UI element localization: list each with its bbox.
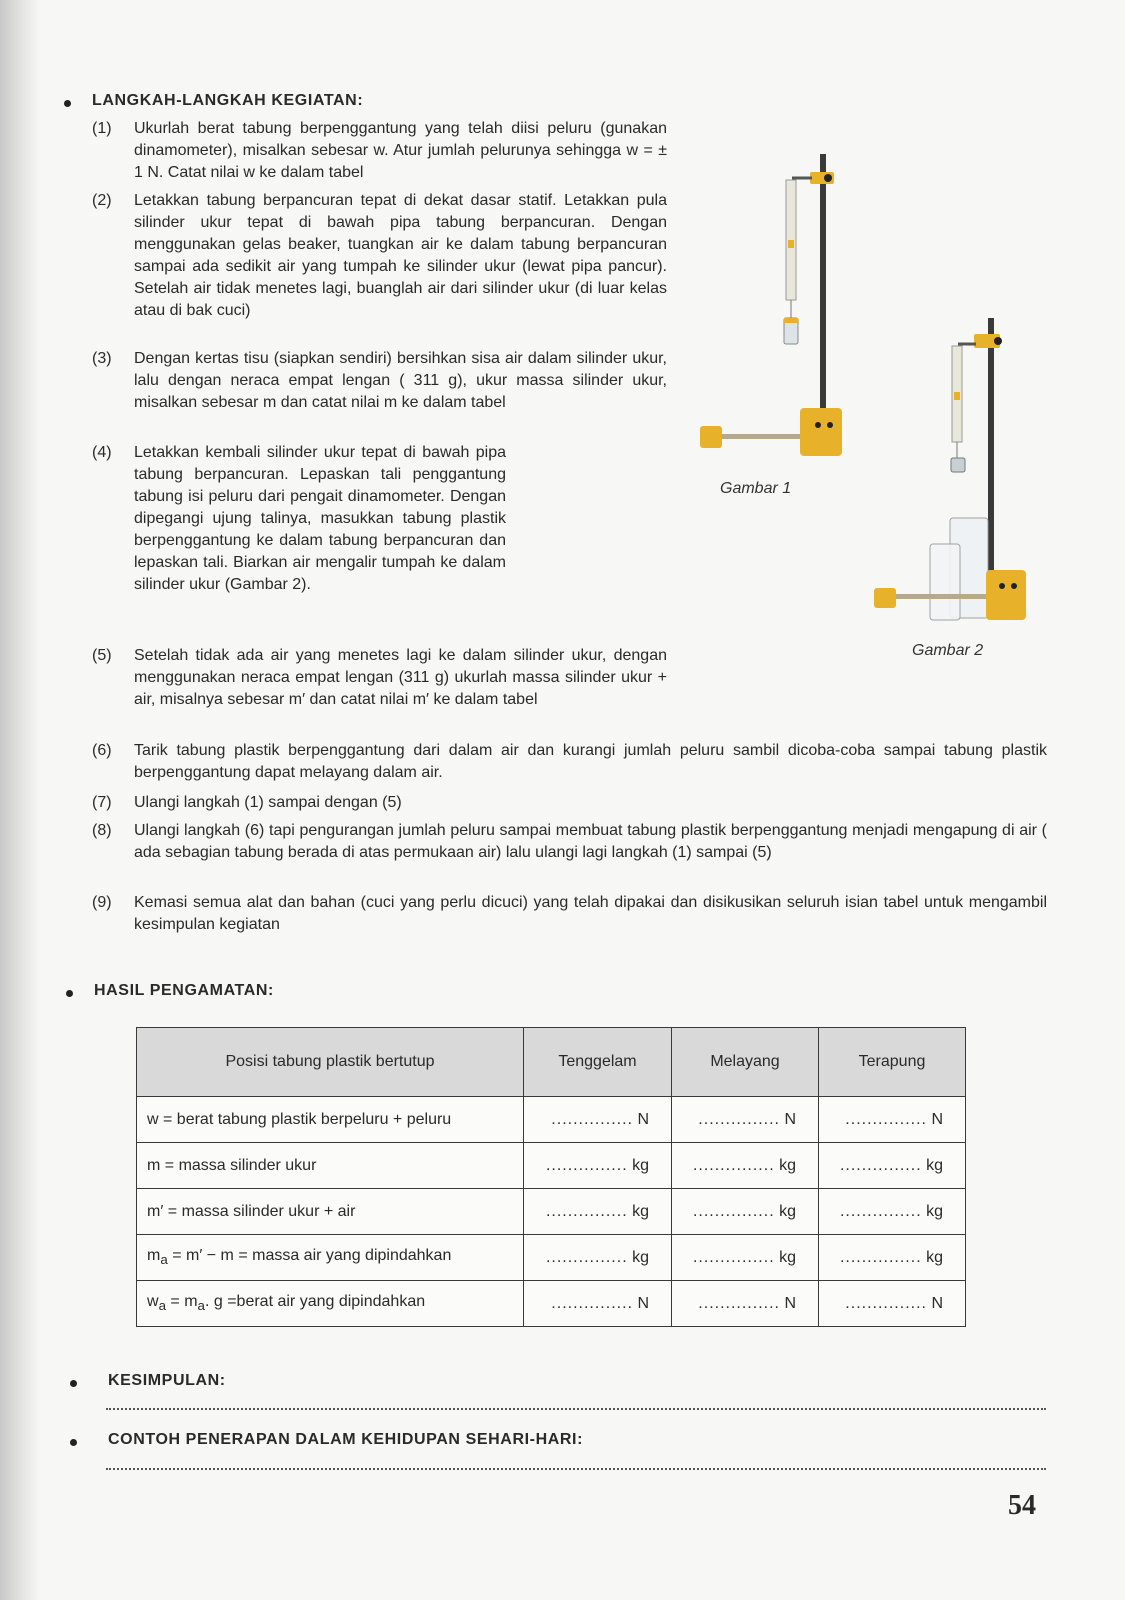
tenggelam-cell[interactable]: ............... N xyxy=(524,1281,672,1327)
melayang-cell[interactable]: ............... kg xyxy=(672,1235,819,1281)
page-number: 54 xyxy=(1008,1490,1036,1521)
row-label: $w_a = m_a$. g =berat air yang dipindahkan xyxy=(137,1281,524,1327)
step-text: Letakkan tabung berpancuran tepat di dekat dasar statif. Letakkan pula silinder ukur tepat di bawah pipa tabung berpancuran. Dengan menggunakan gelas beaker, tuangkan air ke dalam tabung berpancuran sampai ada sedikit air yang tumpah ke silinder ukur (lewat pipa pancur). Setelah air tidak menetes lagi, buanglah air dari silinder ukur (di luar kelas atau di bak cuci) xyxy=(134,192,667,319)
step-1 xyxy=(92,118,667,184)
step-number: (3) xyxy=(92,350,112,367)
melayang-cell[interactable]: ............... kg xyxy=(672,1143,819,1189)
row-label: w = berat tabung plastik berpeluru + peluru xyxy=(137,1097,524,1143)
table-header: Tenggelam xyxy=(524,1028,672,1097)
step-7 xyxy=(92,792,1047,814)
figure-2-caption: Gambar 2 xyxy=(912,642,984,659)
table-header: Melayang xyxy=(672,1028,819,1097)
bullet xyxy=(66,990,73,997)
step-number: (7) xyxy=(92,794,112,811)
melayang-cell[interactable]: ............... N xyxy=(672,1097,819,1143)
step-number: (6) xyxy=(92,742,112,759)
bullet xyxy=(64,100,71,107)
step-8 xyxy=(92,820,1047,886)
tenggelam-cell[interactable]: ............... kg xyxy=(524,1143,672,1189)
terapung-cell[interactable]: ............... N xyxy=(819,1281,966,1327)
table-row xyxy=(137,1097,966,1143)
table-header: Posisi tabung plastik bertutup xyxy=(137,1028,524,1097)
bullet xyxy=(70,1380,77,1387)
table-row xyxy=(137,1235,966,1281)
step-text: Kemasi semua alat dan bahan (cuci yang perlu dicuci) yang telah dipakai dan disikusikan seluruh isian tabel untuk mengambil kesimpulan kegiatan xyxy=(134,894,1047,933)
table-row xyxy=(137,1189,966,1235)
table-row xyxy=(137,1281,966,1327)
table-header: Terapung xyxy=(819,1028,966,1097)
step-3 xyxy=(92,348,667,436)
step-text: Ulangi langkah (6) tapi pengurangan jumlah peluru sampai membuat tabung plastik berpenggantung menjadi mengapung di air ( ada sebagian tabung berada di atas permukaan air) lalu ulangi lagi langkah (1) sampai (5) xyxy=(134,822,1047,861)
melayang-cell[interactable]: ............... N xyxy=(672,1281,819,1327)
terapung-cell[interactable]: ............... N xyxy=(819,1097,966,1143)
step-number: (1) xyxy=(92,120,112,137)
step-text: Setelah tidak ada air yang menetes lagi ke dalam silinder ukur, dengan menggunakan neraca empat lengan (311 g) ukurlah massa silinder ukur + air, misalnya sebesar m′ dan catat nilai m′ ke dalam tabel xyxy=(134,647,667,708)
step-text: Dengan kertas tisu (siapkan sendiri) bersihkan sisa air dalam silinder ukur, lalu dengan neraca empat lengan ( 311 g), ukur massa silinder ukur, misalkan sebesar m dan catat nilai m ke dalam tabel xyxy=(134,350,667,411)
terapung-cell[interactable]: ............... kg xyxy=(819,1189,966,1235)
tenggelam-cell[interactable]: ............... N xyxy=(524,1097,672,1143)
page-gutter-shadow xyxy=(0,0,40,1600)
conclusion-answer-line[interactable] xyxy=(106,1408,1046,1410)
step-number: (4) xyxy=(92,444,112,461)
results-heading: HASIL PENGAMATAN: xyxy=(94,982,274,999)
conclusion-heading: KESIMPULAN: xyxy=(108,1372,226,1389)
tenggelam-cell[interactable]: ............... kg xyxy=(524,1189,672,1235)
observation-table xyxy=(136,1027,966,1327)
figure-1-illustration xyxy=(700,150,870,480)
table-row xyxy=(137,1143,966,1189)
melayang-cell[interactable]: ............... kg xyxy=(672,1189,819,1235)
table-header-row xyxy=(137,1028,966,1097)
step-2 xyxy=(92,190,667,344)
row-label: m = massa silinder ukur xyxy=(137,1143,524,1189)
terapung-cell[interactable]: ............... kg xyxy=(819,1235,966,1281)
step-text: Ulangi langkah (1) sampai dengan (5) xyxy=(134,794,402,811)
steps-heading: LANGKAH-LANGKAH KEGIATAN: xyxy=(92,92,364,109)
tenggelam-cell[interactable]: ............... kg xyxy=(524,1235,672,1281)
step-number: (5) xyxy=(92,647,112,664)
application-answer-line[interactable] xyxy=(106,1468,1046,1470)
step-number: (8) xyxy=(92,822,112,839)
row-label: $m_a = m' - m$ = massa air yang dipindahkan xyxy=(137,1235,524,1281)
step-text: Tarik tabung plastik berpenggantung dari dalam air dan kurangi jumlah peluru sambil dicoba-coba sampai tabung plastik berpenggantung dapat melayang dalam air. xyxy=(134,742,1047,781)
figure-2-illustration xyxy=(870,318,1040,648)
step-text: Letakkan kembali silinder ukur tepat di bawah pipa tabung berpancuran. Lepaskan tali penggantung tabung isi peluru dari pengait dinamometer. Dengan dipegangi ujung talinya, masukkan tabung plastik berpenggantung ke dalam tabung berpancuran dan lepaskan tali. Biarkan air mengalir tumpah ke dalam silinder ukur (Gambar 2). xyxy=(134,444,506,593)
step-number: (2) xyxy=(92,192,112,209)
step-number: (9) xyxy=(92,894,112,911)
row-label: m′ = massa silinder ukur + air xyxy=(137,1189,524,1235)
figure-1-caption: Gambar 1 xyxy=(720,480,792,497)
step-text: Ukurlah berat tabung berpenggantung yang telah diisi peluru (gunakan dinamometer), misalkan sebesar w. Atur jumlah pelurunya sehingga w = ± 1 N. Catat nilai w ke dalam tabel xyxy=(134,120,667,181)
step-4 xyxy=(92,442,512,640)
step-5 xyxy=(92,645,667,733)
bullet xyxy=(70,1439,77,1446)
application-heading: CONTOH PENERAPAN DALAM KEHIDUPAN SEHARI-HARI: xyxy=(108,1431,584,1448)
terapung-cell[interactable]: ............... kg xyxy=(819,1143,966,1189)
step-6 xyxy=(92,740,1047,784)
step-9 xyxy=(92,892,1047,936)
